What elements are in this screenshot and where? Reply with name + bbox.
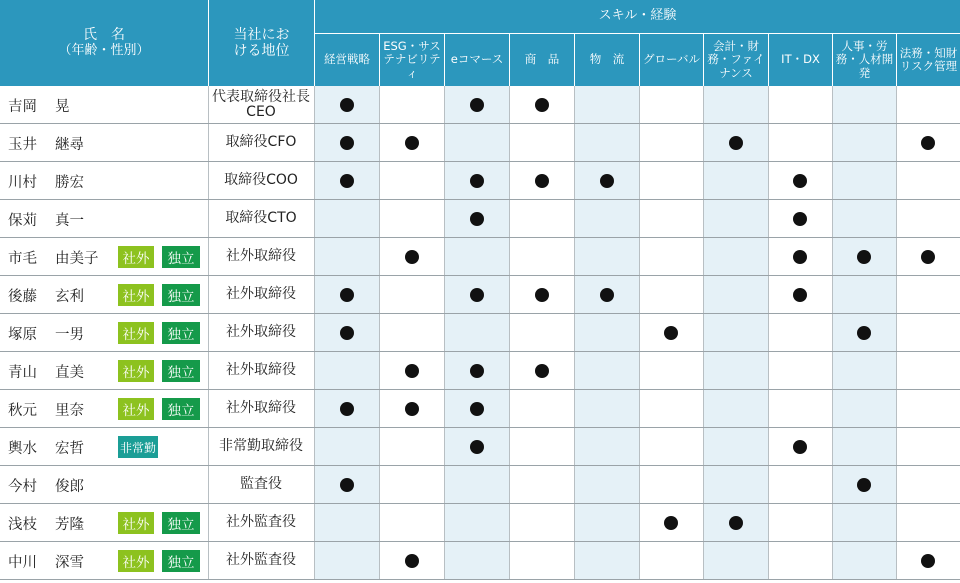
- external-badge: 社外: [118, 284, 154, 306]
- skill-dot: [405, 136, 419, 150]
- director-given-name: 宏哲: [55, 440, 84, 457]
- independent-badge: 独立: [162, 360, 200, 382]
- skill-dot: [470, 288, 484, 302]
- director-position-cell: 社外取締役: [226, 324, 296, 341]
- independent-badge: 独立: [162, 246, 200, 268]
- skill-dot: [793, 288, 807, 302]
- external-badge: 社外: [118, 322, 154, 344]
- skill-dot: [921, 136, 935, 150]
- skill-header-label: 法務・知財リスク管理: [899, 45, 958, 73]
- skill-header-4: [509, 34, 574, 86]
- director-surname: 市毛: [8, 250, 37, 267]
- skill-dot: [793, 174, 807, 188]
- skill-dot: [405, 364, 419, 378]
- director-given-name: 晃: [55, 98, 70, 115]
- skill-dot: [470, 174, 484, 188]
- name-column-header: [0, 0, 208, 86]
- skill-header-3: [444, 34, 509, 86]
- director-given-name: 直美: [55, 364, 84, 381]
- skill-dot: [340, 98, 354, 112]
- skill-dot: [793, 212, 807, 226]
- director-surname: 輿水: [8, 440, 37, 457]
- skill-dot: [470, 98, 484, 112]
- skill-dot: [405, 554, 419, 568]
- director-position-cell: 取締役COO: [224, 172, 298, 189]
- director-position-cell: 監査役: [240, 476, 282, 493]
- skill-dot: [857, 478, 871, 492]
- director-name-cell: [0, 352, 208, 390]
- director-name-cell: [0, 390, 208, 428]
- director-surname: 秋元: [8, 402, 37, 419]
- external-badge: 社外: [118, 360, 154, 382]
- director-given-name: 一男: [55, 326, 84, 343]
- director-name-cell: [0, 238, 208, 276]
- name-header-sublabel: （年齢・性別）: [58, 42, 150, 58]
- director-surname: 吉岡: [8, 98, 37, 115]
- director-name-cell: [0, 314, 208, 352]
- skill-dot: [793, 440, 807, 454]
- skill-dot: [340, 478, 354, 492]
- skill-dot: [405, 402, 419, 416]
- skill-dot: [340, 326, 354, 340]
- skill-dot: [470, 212, 484, 226]
- director-position-cell: 社外取締役: [226, 362, 296, 379]
- skill-dot: [857, 326, 871, 340]
- skill-dot: [729, 136, 743, 150]
- external-badge: 社外: [118, 398, 154, 420]
- director-name-cell: [0, 200, 208, 238]
- skill-dot: [921, 250, 935, 264]
- skill-header-label: 会計・財務・ファイナンス: [707, 39, 765, 80]
- external-badge: 社外: [118, 550, 154, 572]
- director-surname: 青山: [8, 364, 37, 381]
- director-given-name: 継尋: [55, 136, 84, 153]
- director-name-cell: [0, 86, 208, 124]
- skill-header-8: [768, 34, 832, 86]
- skill-header-label: 物 流: [589, 52, 625, 67]
- skill-dot: [470, 364, 484, 378]
- director-given-name: 里奈: [55, 402, 84, 419]
- skill-header-label: 商 品: [524, 52, 560, 67]
- skills-group-header: [314, 0, 960, 34]
- skill-header-label: IT・DX: [781, 52, 820, 67]
- skill-dot: [857, 250, 871, 264]
- director-name-cell: [0, 504, 208, 542]
- skill-dot: [340, 288, 354, 302]
- skill-dot: [535, 364, 549, 378]
- director-given-name: 勝宏: [55, 174, 84, 191]
- independent-badge: 独立: [162, 512, 200, 534]
- position-column-header: [208, 0, 314, 86]
- skill-dot: [340, 174, 354, 188]
- skill-dot: [340, 402, 354, 416]
- director-position-cell: 社外取締役: [226, 286, 296, 303]
- skill-dot: [535, 98, 549, 112]
- skill-header-label: ESG・サステナビリティ: [383, 39, 441, 80]
- director-name-cell: [0, 466, 208, 504]
- skill-header-5: [574, 34, 639, 86]
- director-given-name: 玄利: [55, 288, 84, 305]
- skill-header-9: [832, 34, 896, 86]
- skill-dot: [535, 288, 549, 302]
- director-name-cell: [0, 428, 208, 466]
- skill-dot: [921, 554, 935, 568]
- independent-badge: 独立: [162, 550, 200, 572]
- director-given-name: 芳隆: [55, 516, 84, 533]
- skill-header-2: [379, 34, 444, 86]
- director-surname: 塚原: [8, 326, 37, 343]
- skill-dot: [470, 440, 484, 454]
- director-surname: 保苅: [8, 212, 37, 229]
- director-surname: 玉井: [8, 136, 37, 153]
- director-surname: 後藤: [8, 288, 37, 305]
- skill-header-1: [314, 34, 379, 86]
- skill-header-label: 経営戦略: [324, 52, 370, 67]
- director-name-cell: [0, 276, 208, 314]
- skill-dot: [729, 516, 743, 530]
- skill-dot: [340, 136, 354, 150]
- director-name-cell: [0, 124, 208, 162]
- skill-dot: [535, 174, 549, 188]
- skill-header-label: 人事・労務・人材開発: [835, 39, 894, 80]
- director-surname: 中川: [8, 554, 37, 571]
- skills-header-label: スキル・経験: [598, 8, 677, 24]
- director-position-cell: 社外取締役: [226, 248, 296, 265]
- skill-dot: [600, 288, 614, 302]
- director-position-cell: 社外取締役: [226, 400, 296, 417]
- director-given-name: 真一: [55, 212, 84, 229]
- external-badge: 社外: [118, 512, 154, 534]
- director-position-cell: 社外監査役: [226, 514, 296, 531]
- nonfulltime-badge: 非常勤: [118, 436, 158, 458]
- skill-dot: [600, 174, 614, 188]
- director-name-cell: [0, 162, 208, 200]
- director-position-cell: 取締役CTO: [225, 210, 297, 227]
- skill-header-10: [896, 34, 960, 86]
- skill-header-label: グローバル: [643, 52, 700, 67]
- director-surname: 今村: [8, 478, 37, 495]
- independent-badge: 独立: [162, 398, 200, 420]
- director-position-cell: 非常勤取締役: [219, 438, 303, 455]
- director-surname: 浅枝: [8, 516, 37, 533]
- skill-dot: [664, 326, 678, 340]
- position-header-label: 当社における地位: [233, 26, 290, 59]
- skill-header-6: [639, 34, 703, 86]
- name-header-label: 氏 名: [83, 27, 125, 44]
- director-position-cell: 代表取締役社長CEO: [212, 88, 310, 120]
- director-given-name: 俊郎: [55, 478, 84, 495]
- independent-badge: 独立: [162, 322, 200, 344]
- external-badge: 社外: [118, 246, 154, 268]
- skill-header-label: eコマース: [450, 52, 504, 67]
- director-given-name: 深雪: [55, 554, 84, 571]
- skill-dot: [405, 250, 419, 264]
- skill-dot: [793, 250, 807, 264]
- skill-header-7: [703, 34, 768, 86]
- director-name-cell: [0, 542, 208, 580]
- skill-dot: [664, 516, 678, 530]
- director-position-cell: 取締役CFO: [225, 134, 297, 151]
- skill-dot: [470, 402, 484, 416]
- director-given-name: 由美子: [55, 250, 99, 267]
- independent-badge: 独立: [162, 284, 200, 306]
- director-surname: 川村: [8, 174, 37, 191]
- director-position-cell: 社外監査役: [226, 552, 296, 569]
